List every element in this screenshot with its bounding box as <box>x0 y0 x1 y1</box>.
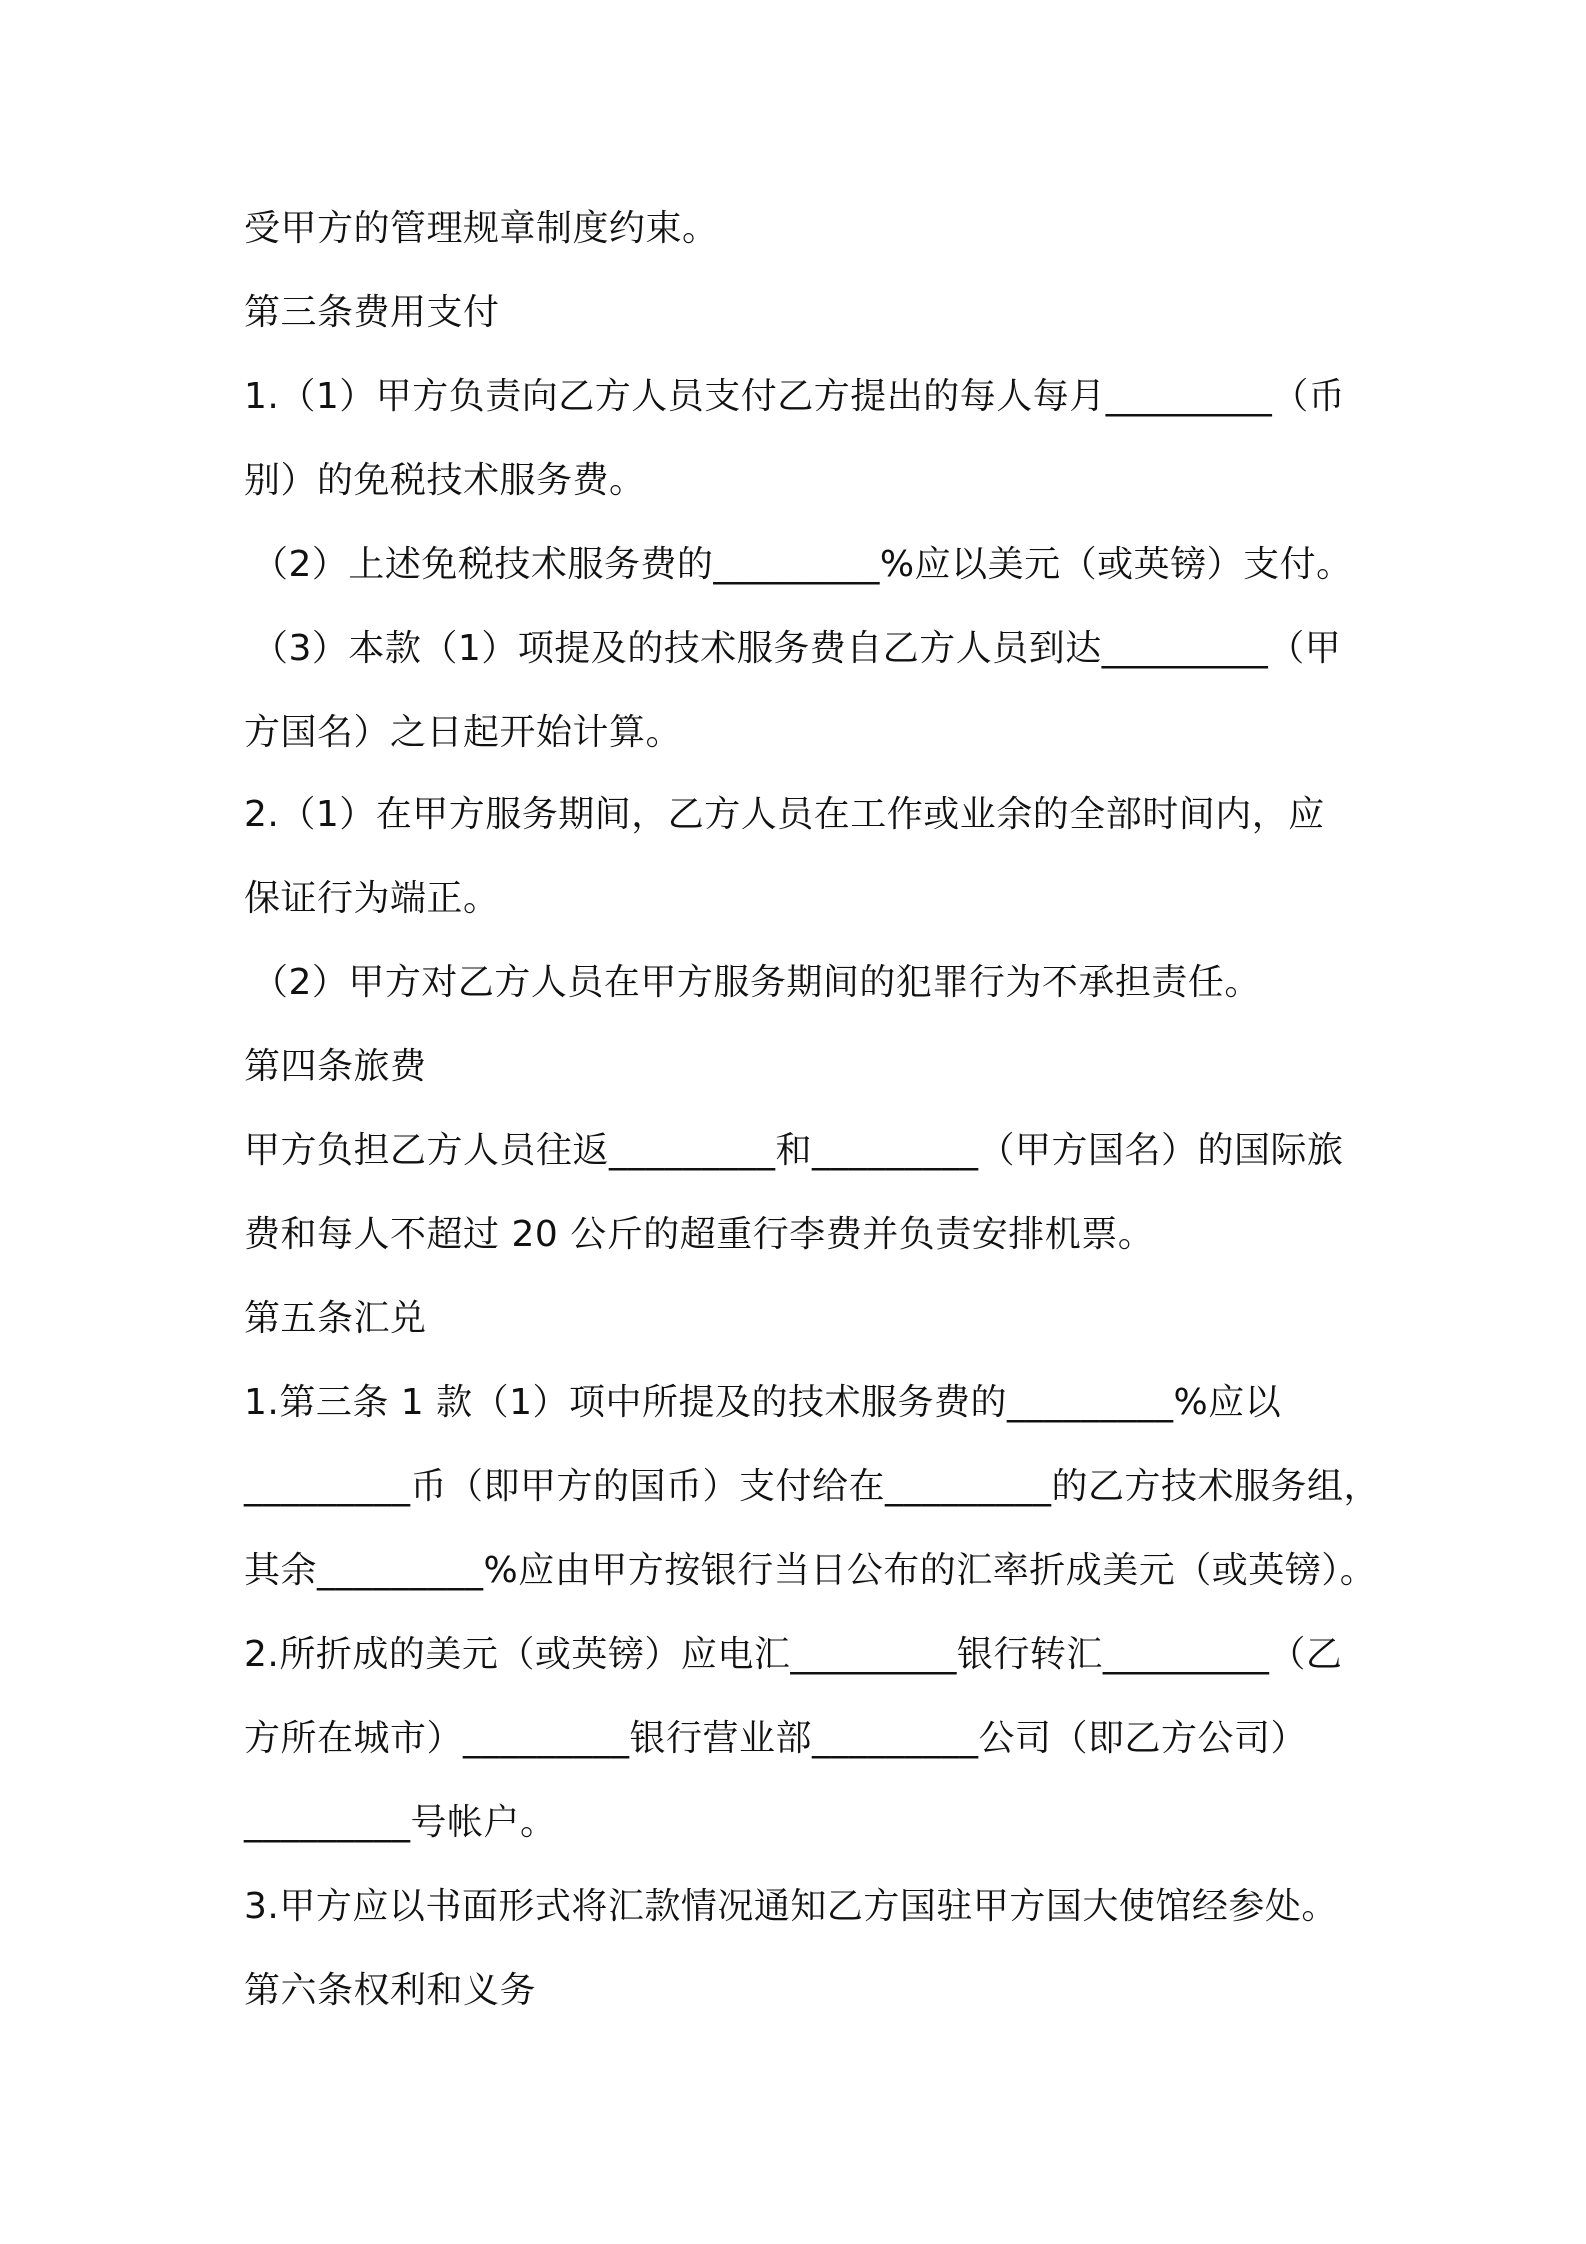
text-line: 别）的免税技术服务费。 <box>244 460 646 501</box>
text-line: _________号帐户。 <box>244 1802 557 1843</box>
text-line: 1.第三条 1 款（1）项中所提及的技术服务费的_________%应以 <box>244 1382 1282 1423</box>
text-line: 方所在城市）_________银行营业部_________公司（即乙方公司） <box>244 1718 1308 1759</box>
text-line: _________币（即甲方的国币）支付给在_________的乙方技术服务组， <box>244 1466 1381 1507</box>
text-line: 保证行为端正。 <box>244 878 500 919</box>
text-line: 2.所折成的美元（或英镑）应电汇_________银行转汇_________（乙 <box>244 1634 1343 1675</box>
section-heading: 第四条旅费 <box>244 1046 427 1087</box>
text-line: （2）甲方对乙方人员在甲方服务期间的犯罪行为不承担责任。 <box>252 962 1261 1003</box>
section-heading: 第三条费用支付 <box>244 292 500 333</box>
text-line: 1.（1）甲方负责向乙方人员支付乙方提出的每人每月_________（币 <box>244 376 1346 417</box>
text-line: 甲方负担乙方人员往返_________和_________（甲方国名）的国际旅 <box>244 1130 1344 1171</box>
text-line: （3）本款（1）项提及的技术服务费自乙方人员到达_________（甲 <box>252 628 1342 669</box>
text-line: 2.（1）在甲方服务期间，乙方人员在工作或业余的全部时间内，应 <box>244 794 1325 835</box>
text-line: 费和每人不超过 20 公斤的超重行李费并负责安排机票。 <box>244 1214 1155 1255</box>
text-line: 其余_________%应由甲方按银行当日公布的汇率折成美元（或英镑）。 <box>244 1550 1377 1591</box>
section-heading: 第五条汇兑 <box>244 1298 427 1339</box>
text-line: 方国名）之日起开始计算。 <box>244 712 683 753</box>
text-line: （2）上述免税技术服务费的_________%应以美元（或英镑）支付。 <box>252 544 1353 585</box>
text-line: 3.甲方应以书面形式将汇款情况通知乙方国驻甲方国大使馆经参处。 <box>244 1886 1338 1927</box>
section-heading: 第六条权利和义务 <box>244 1970 537 2011</box>
text-line: 受甲方的管理规章制度约束。 <box>244 208 719 249</box>
